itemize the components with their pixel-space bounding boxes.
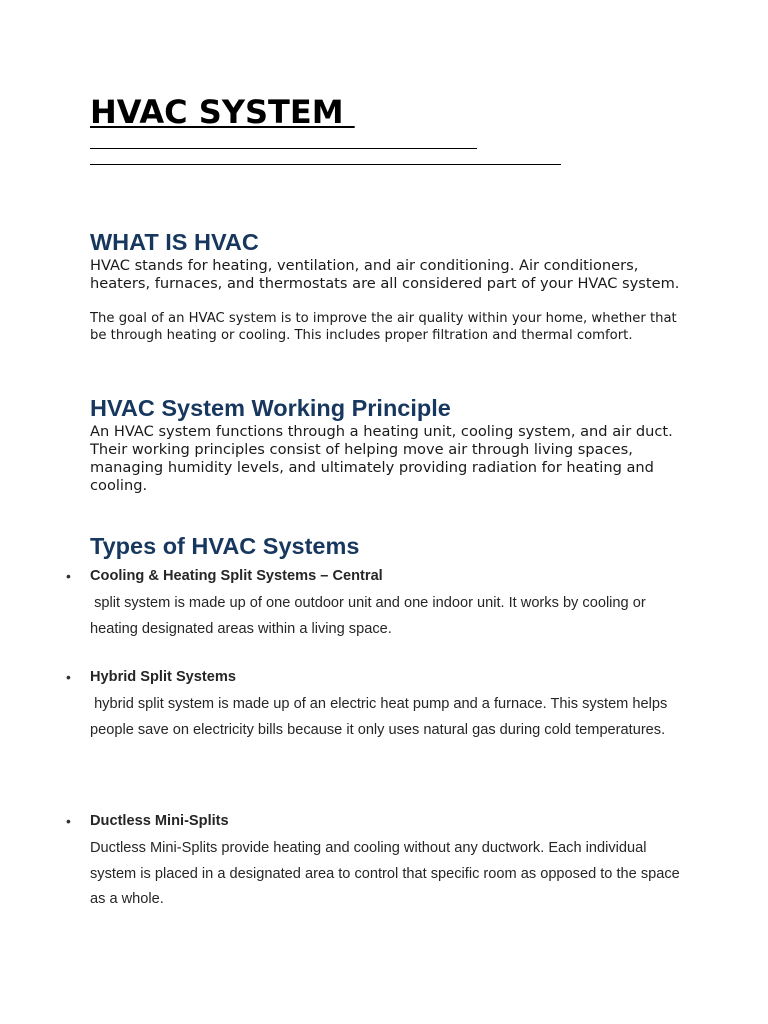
list-item-title: Ductless Mini-Splits xyxy=(90,813,229,829)
bullet-icon: • xyxy=(66,813,71,829)
section-heading-what-is-hvac: WHAT IS HVAC xyxy=(90,229,259,255)
list-item-title: Cooling & Heating Split Systems – Central xyxy=(90,568,383,584)
working-principle-paragraph: An HVAC system functions through a heating unit, cooling system, and air duct. Their working principles consist of helping move air through living spaces, managing humidity levels, and ultimately providing radiation for heating and cooling. xyxy=(90,423,673,494)
list-item xyxy=(66,811,690,913)
section-heading-types: Types of HVAC Systems xyxy=(90,533,360,559)
bullet-icon: • xyxy=(66,568,71,584)
page-title: HVAC SYSTEM xyxy=(90,93,355,131)
list-item-body: split system is made up of one outdoor unit and one indoor unit. It works by cooling or heating designated areas within a living space. xyxy=(90,595,650,637)
what-is-hvac-paragraph-1: HVAC stands for heating, ventilation, and air conditioning. Air conditioners, heaters, furnaces, and thermostats are all considered part of your HVAC system. xyxy=(90,257,680,292)
title-underline-rule-2 xyxy=(90,164,561,165)
bullet-icon: • xyxy=(66,669,71,685)
list-item-body: hybrid split system is made up of an electric heat pump and a furnace. This system helps people save on electricity bills because it only uses natural gas during cold temperatures. xyxy=(90,696,672,738)
title-underline-rule-1 xyxy=(90,148,477,149)
list-item-body: Ductless Mini-Splits provide heating and cooling without any ductwork. Each individual system is placed in a designated area to control that specific room as opposed to the space as a whole. xyxy=(90,840,684,907)
list-item-title: Hybrid Split Systems xyxy=(90,669,236,685)
list-item xyxy=(66,667,690,743)
what-is-hvac-paragraph-2: The goal of an HVAC system is to improve the air quality within your home, whether that be through heating or cooling. This includes proper filtration and thermal comfort. xyxy=(90,311,677,343)
list-item xyxy=(66,566,690,642)
section-heading-working-principle: HVAC System Working Principle xyxy=(90,395,451,421)
